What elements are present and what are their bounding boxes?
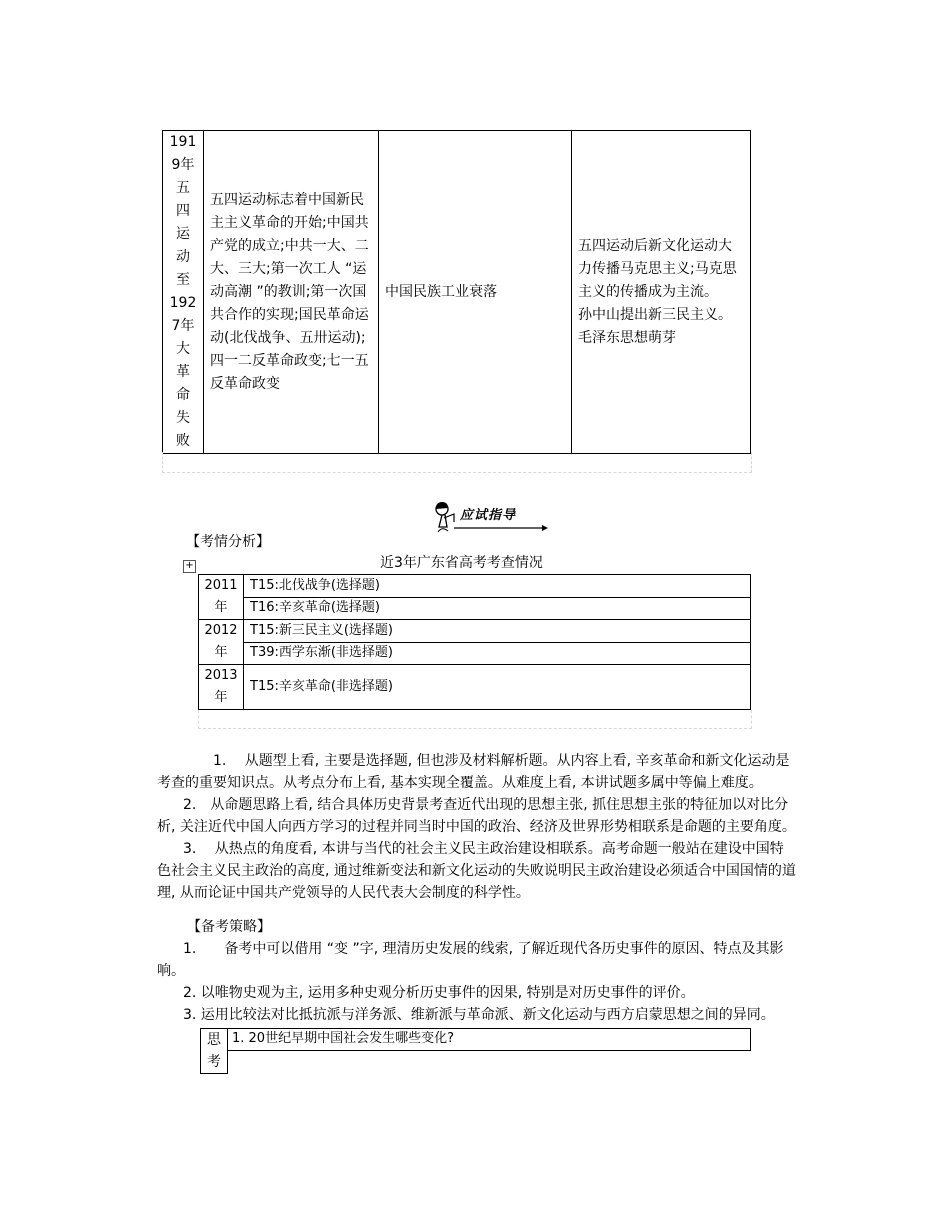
item-cell: T15:新三民主义(选择题) <box>244 620 751 643</box>
empty-cell <box>228 1050 751 1073</box>
table-row <box>199 642 751 665</box>
table-footer-dashed <box>162 452 752 473</box>
table-row <box>199 665 751 710</box>
ideology-line: 孙中山提出新三民主义。 <box>578 306 732 323</box>
strategy-point: 3. 运用比较法对比抵抗派与洋务派、维新派与革命派、新文化运动与西方启蒙思想之间的异同。 <box>183 1007 775 1023</box>
ideology-line: 毛泽东思想萌芽 <box>578 329 676 346</box>
year-cell: 2011年 <box>199 575 244 620</box>
strategy-heading: 【备考策略】 <box>187 919 271 935</box>
table-row <box>163 131 751 454</box>
exam-table-footer-dashed <box>198 710 752 729</box>
analysis-point: 3. 从热点的角度看, 本讲与当代的社会主义民主政治建设相联系。高考命题一般站在建设中国特色社会主义民主政治的高度, 通过维新变法和新文化运动的失败说明民主政治建设必须适合中国国情的道理, 从而论证中国共产党领导的人民代表大会制度的科学性。 <box>157 841 796 901</box>
guide-banner-label: 应试指导 <box>460 508 517 523</box>
era-char: 动 <box>176 249 190 265</box>
history-period-table <box>162 130 751 454</box>
era-cell <box>163 131 204 454</box>
era-char: 至 <box>176 272 190 288</box>
think-label-char: 思 <box>207 1032 221 1048</box>
ideology-cell <box>572 131 751 454</box>
table-row <box>201 1050 751 1073</box>
era-char: 五 <box>176 180 190 196</box>
exam-stats-table <box>198 574 751 710</box>
year-cell: 2012年 <box>199 620 244 665</box>
table-row <box>199 597 751 620</box>
era-char: 9年 <box>171 157 195 173</box>
strategy-point: 1. 备考中可以借用 “变 ”字, 理清历史发展的线索, 了解近现代各历史事件的原因、特点及其影响。 <box>157 941 784 979</box>
ideology-line: 五四运动后新文化运动大力传播马克思主义;马克思主义的传播成为主流。 <box>578 237 737 300</box>
era-char: 败 <box>176 433 190 449</box>
era-char: 191 <box>169 134 197 150</box>
analysis-heading: 【考情分析】 <box>186 534 270 550</box>
item-cell: T15:辛亥革命(非选择题) <box>244 665 751 710</box>
era-char: 7年 <box>171 318 195 334</box>
think-box <box>200 1028 751 1074</box>
exam-table-title: 近3年广东省高考考查情况 <box>380 555 543 571</box>
era-char: 革 <box>176 364 190 380</box>
guide-banner <box>430 500 550 536</box>
item-cell: T39:西学东渐(非选择题) <box>244 642 751 665</box>
politics-cell: 五四运动标志着中国新民主主义革命的开始;中国共产党的成立;中共一大、二大、三大;第一次工人 “运动高潮 ”的教训;第一次国共合作的实现;国民革命运动(北伐战争、五卅运动);四一二反革命政变;七一五反革命政变 <box>204 131 379 454</box>
item-cell: T16:辛亥革命(选择题) <box>244 597 751 620</box>
table-row <box>201 1029 751 1051</box>
economy-cell: 中国民族工业衰落 <box>379 131 572 454</box>
analysis-points <box>157 750 797 904</box>
strategy-section <box>157 916 797 1026</box>
era-char: 四 <box>176 203 190 219</box>
item-cell: T15:北伐战争(选择题) <box>244 575 751 598</box>
strategy-point: 2. 以唯物史观为主, 运用多种史观分析历史事件的因果, 特别是对历史事件的评价。 <box>183 985 695 1001</box>
analysis-point: 1. 从题型上看, 主要是选择题, 但也涉及材料解析题。从内容上看, 辛亥革命和新文化运动是考查的重要知识点。从考点分布上看, 基本实现全覆盖。从难度上看, 本讲试题多属中等偏上难度。 <box>157 753 790 791</box>
table-row <box>199 620 751 643</box>
era-char: 命 <box>176 387 190 403</box>
era-char: 失 <box>176 410 190 426</box>
table-row <box>199 575 751 598</box>
think-label <box>201 1029 228 1074</box>
era-char: 大 <box>176 341 190 357</box>
era-char: 运 <box>176 226 190 242</box>
year-cell: 2013年 <box>199 665 244 710</box>
era-char: 192 <box>169 295 197 311</box>
analysis-point: 2. 从命题思路上看, 结合具体历史背景考查近代出现的思想主张, 抓住思想主张的特征加以对比分析, 关注近代中国人向西方学习的过程并同当时中国的政治、经济及世界形势相联系是命题的主要角度。 <box>157 797 796 835</box>
think-label-char: 考 <box>207 1054 221 1070</box>
expand-icon[interactable]: + <box>183 560 196 573</box>
think-question: 1. 20世纪早期中国社会发生哪些变化? <box>228 1029 751 1051</box>
